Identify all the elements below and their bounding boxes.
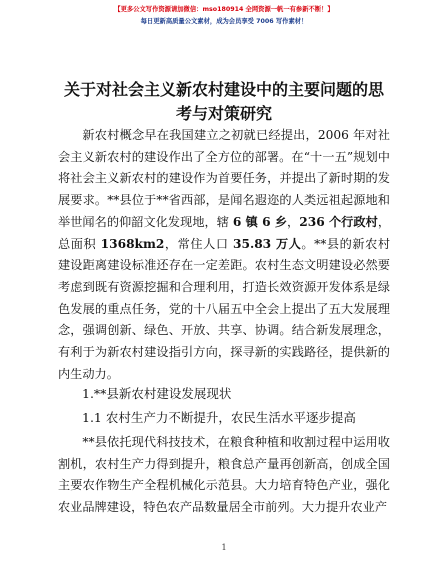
page-number: 1: [221, 543, 227, 552]
intro-bold-population: 35.83 万人: [233, 236, 302, 251]
intro-bold-towns: 6 镇 6 乡: [232, 214, 288, 229]
document-title: 关于对社会主义新农村建设中的主要问题的思考与对策研究: [63, 80, 384, 123]
promo-banner-line-1: 【更多公文写作资源请加微信：mso180914 全网资源一帆一有参新不断！】: [114, 6, 334, 13]
intro-bold-villages: 236 个行政村: [299, 214, 378, 229]
body-paragraph-intro: [58, 125, 390, 385]
intro-bold-area: 1368km2: [100, 236, 165, 251]
promo-banner: [113, 4, 335, 30]
section-heading-1: 1.**县新农村建设发展现状: [82, 386, 232, 401]
intro-text-c: ，总面积: [58, 214, 391, 251]
intro-text-d: ，常住人口: [164, 236, 233, 251]
intro-text-b: ，: [287, 214, 300, 229]
intro-text-e: 。**县的新农村建设距离建设标准还存在一定差距。农村生态文明建设必然要考虑到既有资源挖掘和合理利用，打造长效资源开发体系是绿色发展的重点任务，党的十八届五中全会上提出了五大发展理念，强调创新、绿色、开放、共享、协调。结合新发展理念，有利于为新农村建设指引方向，探寻新的实践路径，提供新的内生动力。: [58, 236, 391, 381]
intro-text-a: 新农村概念早在我国建立之初就已经提出，2006 年对社会主义新农村的建设作出了全方位的部署。在“十一五”规划中将社会主义新农村的建设作为首要任务，并提出了新时期的发展要求。**县位于**省西部，是闻名遐迩的人类远祖起源地和举世闻名的仰韶文化发现地，辖: [58, 128, 390, 229]
body-paragraph-productivity: **县依托现代科技技术，在粮食种植和收割过程中运用收割机，农村生产力得到提升，粮食总产量再创新高，创成全国主要农作物生产全程机械化示范县。大力培育特色产业，强化农业品牌建设，特色农产品数量居全市前列。大力提升农业产: [58, 435, 390, 515]
promo-banner-line-2: 每日更新高质量公文素材，成为会员享受 7006 写作素材！: [140, 18, 308, 25]
section-heading-1-1: 1.1 农村生产力不断提升，农民生活水平逐步提高: [82, 410, 356, 425]
